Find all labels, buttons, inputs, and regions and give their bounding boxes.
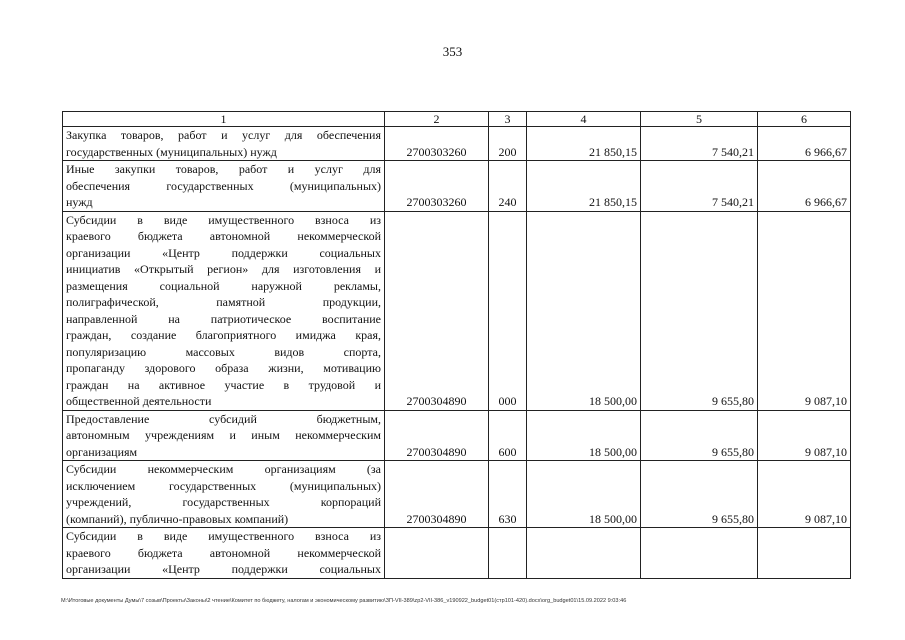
target-code-cell: 2700303260 [385, 127, 489, 161]
amount-col6-cell: 9 087,10 [758, 461, 851, 528]
amount-col4-cell [527, 528, 641, 579]
amount-col5-cell [641, 528, 758, 579]
expense-type-cell: 600 [489, 410, 527, 461]
row-description [63, 528, 385, 579]
document-file-path: M:\Итоговые документы Думы\7 созыв\Проекты\Законы\2 чтение\Комитет по бюджету, налогам и экономическому развитию\ЗП-VII-389\zp2-VII-386_v190922_budget01(стр101-420).docx\org_budget01\15.09.2022 9:03:46 [61, 598, 627, 604]
description-line: Иные закупки товаров, работ и услуг для [66, 162, 381, 176]
amount-col6-cell: 6 966,67 [758, 161, 851, 212]
amount-col4-cell: 18 500,00 [527, 211, 641, 410]
description-line: Субсидии в виде имущественного взноса из [66, 212, 381, 227]
description-line: инициатив «Открытый регион» для изготовления и [66, 262, 381, 276]
target-code-cell: 2700303260 [385, 161, 489, 212]
amount-col4-cell: 21 850,15 [527, 161, 641, 212]
expense-type-cell: 630 [489, 461, 527, 528]
expense-type-cell [489, 528, 527, 579]
description-line: полиграфической, памятной продукции, [66, 295, 381, 309]
description-line: граждан на активное участие в трудовой и [66, 377, 381, 392]
description-line: размещения социальной наружной рекламы, [66, 278, 381, 293]
description-line: пропаганду здорового образа жизни, мотивацию [66, 361, 381, 375]
amount-col5-cell: 9 655,80 [641, 461, 758, 528]
row-description [63, 410, 385, 461]
target-code-cell: 2700304890 [385, 410, 489, 461]
description-line: направленной на патриотическое воспитание [66, 311, 381, 326]
amount-col4-cell: 18 500,00 [527, 410, 641, 461]
description-line: организации «Центр поддержки социальных [66, 245, 381, 260]
target-code-cell [385, 528, 489, 579]
column-header: 3 [489, 112, 527, 127]
description-line: Субсидии в виде имущественного взноса из [66, 529, 381, 543]
description-line: автономным учреждениям и иным некоммерческим [66, 428, 381, 442]
amount-col5-cell: 7 540,21 [641, 127, 758, 161]
amount-col6-cell: 9 087,10 [758, 211, 851, 410]
amount-col5-cell: 9 655,80 [641, 410, 758, 461]
description-line: граждан, создание благоприятного имиджа края, [66, 328, 381, 342]
row-description [63, 127, 385, 161]
description-line: общественной деятельности [66, 394, 212, 408]
row-description [63, 161, 385, 212]
column-header: 1 [63, 112, 385, 127]
page-number: 353 [442, 44, 463, 59]
amount-col6-cell: 6 966,67 [758, 127, 851, 161]
expense-type-cell: 240 [489, 161, 527, 212]
column-header: 2 [385, 112, 489, 127]
column-header: 4 [527, 112, 641, 127]
description-line: Предоставление субсидий бюджетным, [66, 411, 381, 426]
description-line: краевого бюджета автономной некоммерческой [66, 229, 381, 243]
table-row [63, 528, 851, 579]
table-row [63, 461, 851, 528]
description-line: (компаний), публично-правовых компаний) [66, 511, 289, 526]
expense-type-cell: 000 [489, 211, 527, 410]
description-line: государственных (муниципальных) нужд [66, 144, 277, 159]
description-line: организации «Центр поддержки социальных [66, 562, 381, 576]
description-line: нужд [66, 195, 93, 209]
amount-col6-cell: 9 087,10 [758, 410, 851, 461]
amount-col4-cell: 18 500,00 [527, 461, 641, 528]
row-description [63, 461, 385, 528]
target-code-cell: 2700304890 [385, 211, 489, 410]
description-line: Субсидии некоммерческим организациям (за [66, 462, 381, 476]
description-line: популяризацию массовых видов спорта, [66, 344, 381, 359]
table-row [63, 410, 851, 461]
description-line: учреждений, государственных корпораций [66, 495, 381, 509]
amount-col4-cell: 21 850,15 [527, 127, 641, 161]
description-line: исключением государственных (муниципальных) [66, 478, 381, 493]
description-line: организациям [66, 444, 138, 459]
column-header: 5 [641, 112, 758, 127]
table-header-row [63, 112, 851, 127]
column-header: 6 [758, 112, 851, 127]
amount-col6-cell [758, 528, 851, 579]
amount-col5-cell: 7 540,21 [641, 161, 758, 212]
description-line: Закупка товаров, работ и услуг для обеспечения [66, 128, 381, 142]
target-code-cell: 2700304890 [385, 461, 489, 528]
description-line: краевого бюджета автономной некоммерческой [66, 545, 381, 560]
amount-col5-cell: 9 655,80 [641, 211, 758, 410]
table-row [63, 211, 851, 410]
expense-type-cell: 200 [489, 127, 527, 161]
table-row [63, 161, 851, 212]
budget-table [62, 111, 851, 579]
row-description [63, 211, 385, 410]
table-row [63, 127, 851, 161]
description-line: обеспечения государственных (муниципальных) [66, 178, 381, 193]
